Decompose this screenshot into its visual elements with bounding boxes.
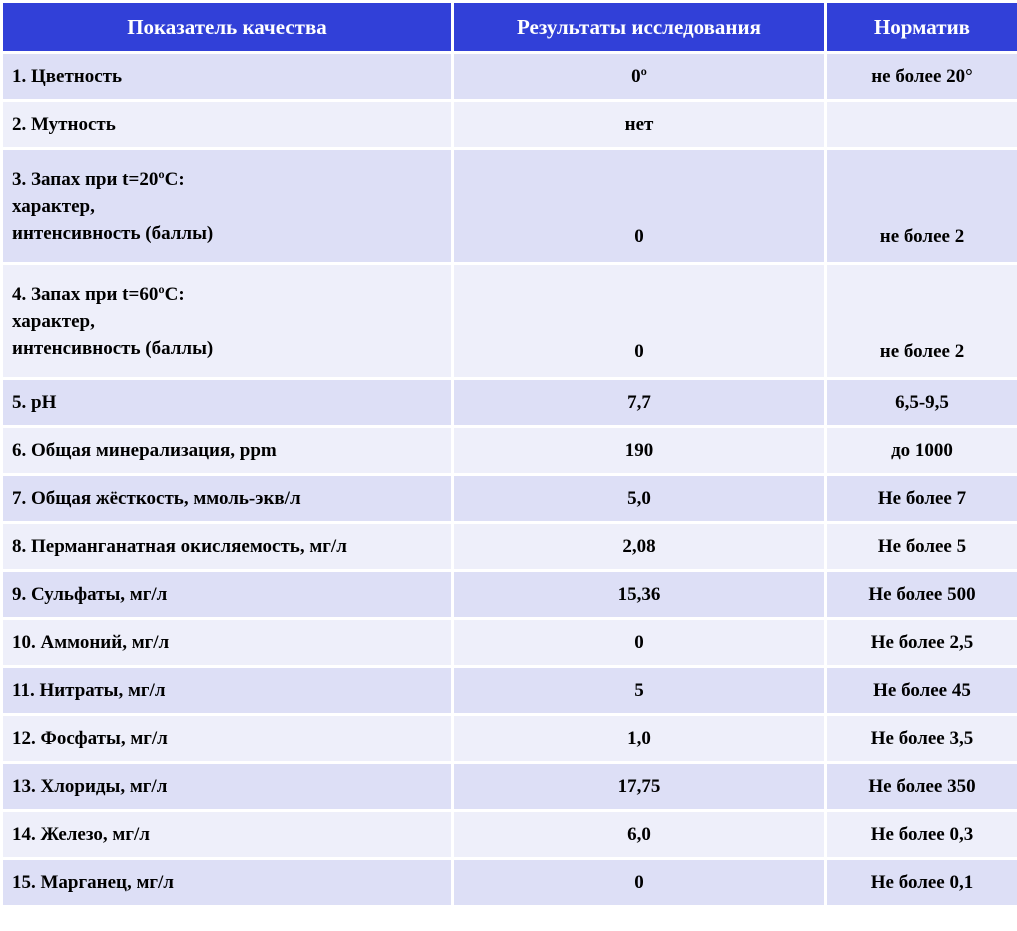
indicator-name: 10. Аммоний, мг/л (2, 619, 453, 667)
table-row (2, 427, 1017, 475)
norm-value: Не более 350 (826, 763, 1017, 811)
indicator-name-line: характер, (12, 310, 95, 332)
norm-value: не более 2 (826, 264, 1017, 379)
indicator-name-line: 3. Запах при t=20ºС: (12, 168, 185, 190)
header-standard: Норматив (826, 2, 1017, 53)
table-row (2, 149, 1017, 264)
norm-value: Не более 3,5 (826, 715, 1017, 763)
table-row (2, 763, 1017, 811)
norm-value: не более 20° (826, 53, 1017, 101)
norm-value: Не более 500 (826, 571, 1017, 619)
indicator-name: 9. Сульфаты, мг/л (2, 571, 453, 619)
indicator-name-line: интенсивность (баллы) (12, 222, 214, 244)
result-value: 0 (453, 859, 826, 907)
table-row (2, 53, 1017, 101)
result-value: 0 (453, 264, 826, 379)
indicator-name: 8. Перманганатная окисляемость, мг/л (2, 523, 453, 571)
norm-value: Не более 5 (826, 523, 1017, 571)
header-research-results: Результаты исследования (453, 2, 826, 53)
header-quality-indicator: Показатель качества (2, 2, 453, 53)
indicator-name: 2. Мутность (2, 101, 453, 149)
norm-value: до 1000 (826, 427, 1017, 475)
result-value: 2,08 (453, 523, 826, 571)
result-value: 7,7 (453, 379, 826, 427)
result-value: 5 (453, 667, 826, 715)
result-value: 17,75 (453, 763, 826, 811)
indicator-name: 13. Хлориды, мг/л (2, 763, 453, 811)
indicator-name: 1. Цветность (2, 53, 453, 101)
norm-value: Не более 45 (826, 667, 1017, 715)
indicator-name: 7. Общая жёсткость, ммоль-экв/л (2, 475, 453, 523)
norm-value: Не более 0,1 (826, 859, 1017, 907)
table-header-row (2, 2, 1017, 53)
result-value: 190 (453, 427, 826, 475)
table-row (2, 379, 1017, 427)
indicator-name: 5. рН (2, 379, 453, 427)
norm-value: 6,5-9,5 (826, 379, 1017, 427)
result-value: 5,0 (453, 475, 826, 523)
indicator-name-line: 4. Запах при t=60ºС: (12, 283, 185, 305)
norm-value: Не более 7 (826, 475, 1017, 523)
table-row (2, 715, 1017, 763)
indicator-name-line: интенсивность (баллы) (12, 337, 214, 359)
norm-value: Не более 2,5 (826, 619, 1017, 667)
norm-value: не более 2 (826, 149, 1017, 264)
indicator-name (2, 149, 453, 264)
indicator-name: 12. Фосфаты, мг/л (2, 715, 453, 763)
norm-value (826, 101, 1017, 149)
result-value: 0 (453, 149, 826, 264)
norm-value: Не более 0,3 (826, 811, 1017, 859)
result-value: нет (453, 101, 826, 149)
table-row (2, 101, 1017, 149)
table-row (2, 571, 1017, 619)
table-row (2, 523, 1017, 571)
result-value: 6,0 (453, 811, 826, 859)
table-row (2, 264, 1017, 379)
result-value: 0 (453, 619, 826, 667)
table-row (2, 667, 1017, 715)
table-row (2, 475, 1017, 523)
table-row (2, 859, 1017, 907)
result-value: 15,36 (453, 571, 826, 619)
indicator-name: 15. Марганец, мг/л (2, 859, 453, 907)
indicator-name (2, 264, 453, 379)
indicator-name: 14. Железо, мг/л (2, 811, 453, 859)
indicator-name: 11. Нитраты, мг/л (2, 667, 453, 715)
table-row (2, 619, 1017, 667)
result-value: 0º (453, 53, 826, 101)
result-value: 1,0 (453, 715, 826, 763)
table-row (2, 811, 1017, 859)
indicator-name: 6. Общая минерализация, ppm (2, 427, 453, 475)
indicator-name-line: характер, (12, 195, 95, 217)
